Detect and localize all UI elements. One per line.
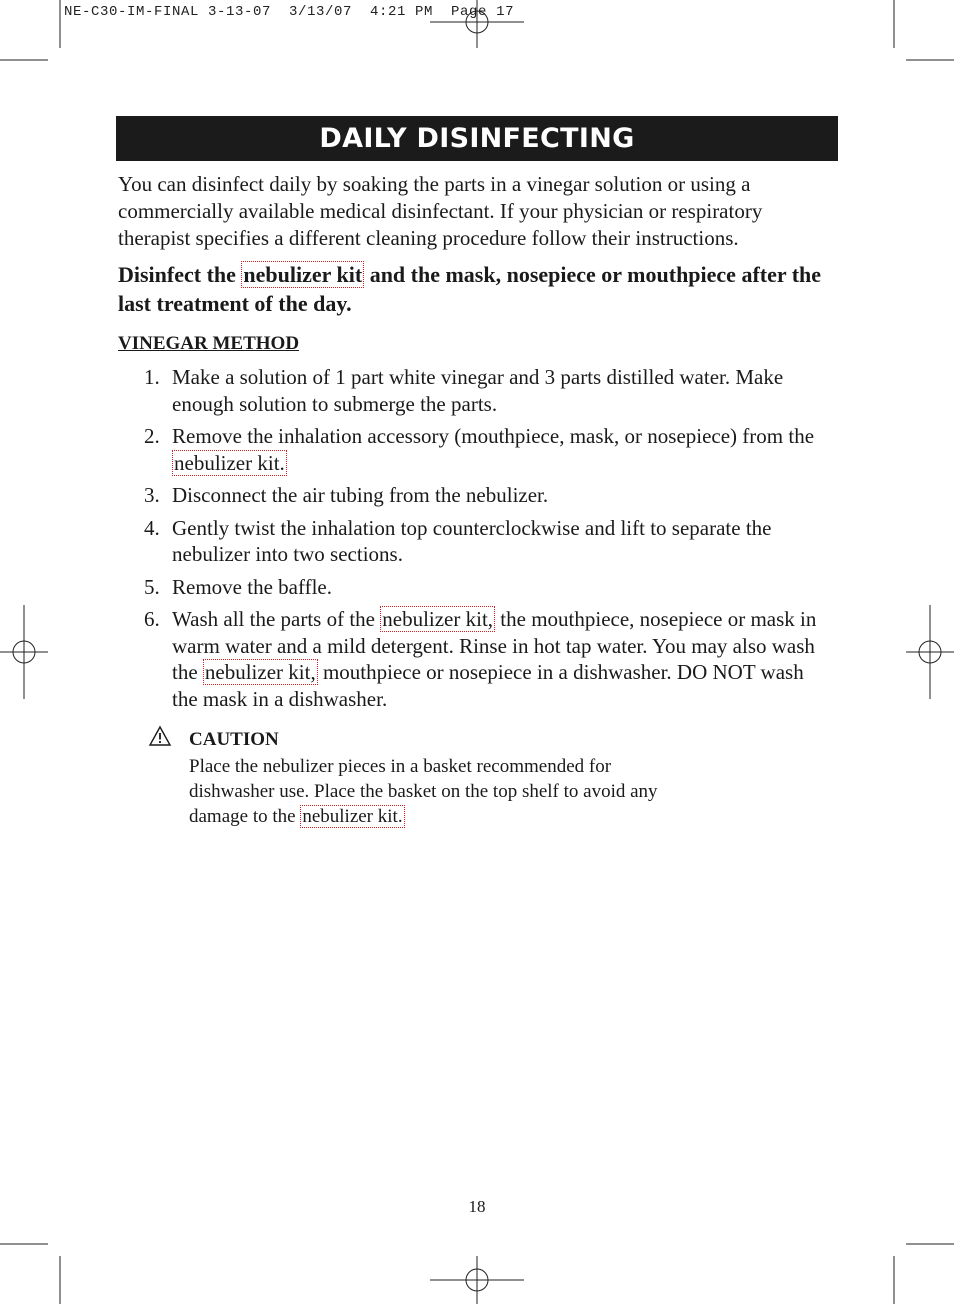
- step-text: Gently twist the inhalation top counterclockwise and lift to separate the nebulizer into two sections.: [172, 515, 772, 566]
- step-number: 6.: [144, 607, 160, 631]
- nebulizer-kit-link[interactable]: nebulizer kit.: [174, 450, 285, 475]
- bold-lead-paragraph: [118, 260, 832, 318]
- caution-block: [118, 728, 832, 829]
- step-text: Make a solution of 1 part white vinegar and 3 parts distilled water. Make enough solution to submerge the parts.: [172, 365, 784, 416]
- list-item: [118, 606, 832, 712]
- bold-lead-text: Disinfect the: [118, 262, 242, 287]
- list-item: [118, 364, 832, 417]
- step-text: Remove the inhalation accessory (mouthpiece, mask, or nosepiece) from the: [172, 424, 815, 448]
- bold-lead-text-end: and the mask, nosepiece or mouthpiece after the last treatment of the day.: [118, 262, 822, 316]
- list-item: [118, 423, 832, 476]
- caution-text: Place the nebulizer pieces in a basket recommended for dishwasher use. Place the basket on the top shelf to avoid any damage to the: [189, 756, 658, 827]
- step-text-end: mouthpiece or nosepiece in a dishwasher. DO NOT wash the mask in a dishwasher.: [172, 660, 804, 711]
- step-text-middle: the mouthpiece, nosepiece or mask in warm water and a mild detergent. Rinse in hot tap water. You may also wash the: [172, 607, 817, 684]
- step-number: 4.: [144, 515, 160, 540]
- caution-body: [189, 754, 689, 829]
- main-content: [118, 171, 832, 829]
- warning-triangle-icon: [148, 725, 172, 747]
- step-number: 5.: [144, 574, 160, 599]
- intro-paragraph: You can disinfect daily by soaking the parts in a vinegar solution or using a commercially available medical disinfectant. If your physician or respiratory therapist specifies a different cleaning procedure follow their instructions.: [118, 172, 763, 250]
- step-text: Remove the baffle.: [172, 574, 332, 599]
- step-text: Disconnect the air tubing from the nebulizer.: [172, 483, 549, 507]
- step-number: 2.: [144, 424, 160, 448]
- steps-list: [118, 364, 832, 712]
- list-item: [118, 482, 832, 509]
- page-title: DAILY DISINFECTING: [319, 123, 635, 154]
- list-item: [118, 515, 832, 568]
- nebulizer-kit-link[interactable]: nebulizer kit,: [382, 607, 494, 631]
- section-title-bar: [116, 116, 838, 161]
- nebulizer-kit-link[interactable]: nebulizer kit: [243, 262, 363, 287]
- print-slug-line: NE-C30-IM-FINAL 3-13-07 3/13/07 4:21 PM Page 17: [64, 4, 515, 20]
- nebulizer-kit-link[interactable]: nebulizer kit.: [302, 806, 403, 827]
- list-item: [118, 574, 832, 601]
- caution-title: CAUTION: [189, 729, 279, 750]
- step-number: 1.: [144, 365, 160, 389]
- nebulizer-kit-link[interactable]: nebulizer kit,: [204, 660, 316, 684]
- step-text: Wash all the parts of the: [172, 607, 381, 631]
- step-number: 3.: [144, 483, 160, 507]
- vinegar-method-heading: VINEGAR METHOD: [118, 333, 300, 354]
- page-number: 18: [468, 1197, 486, 1216]
